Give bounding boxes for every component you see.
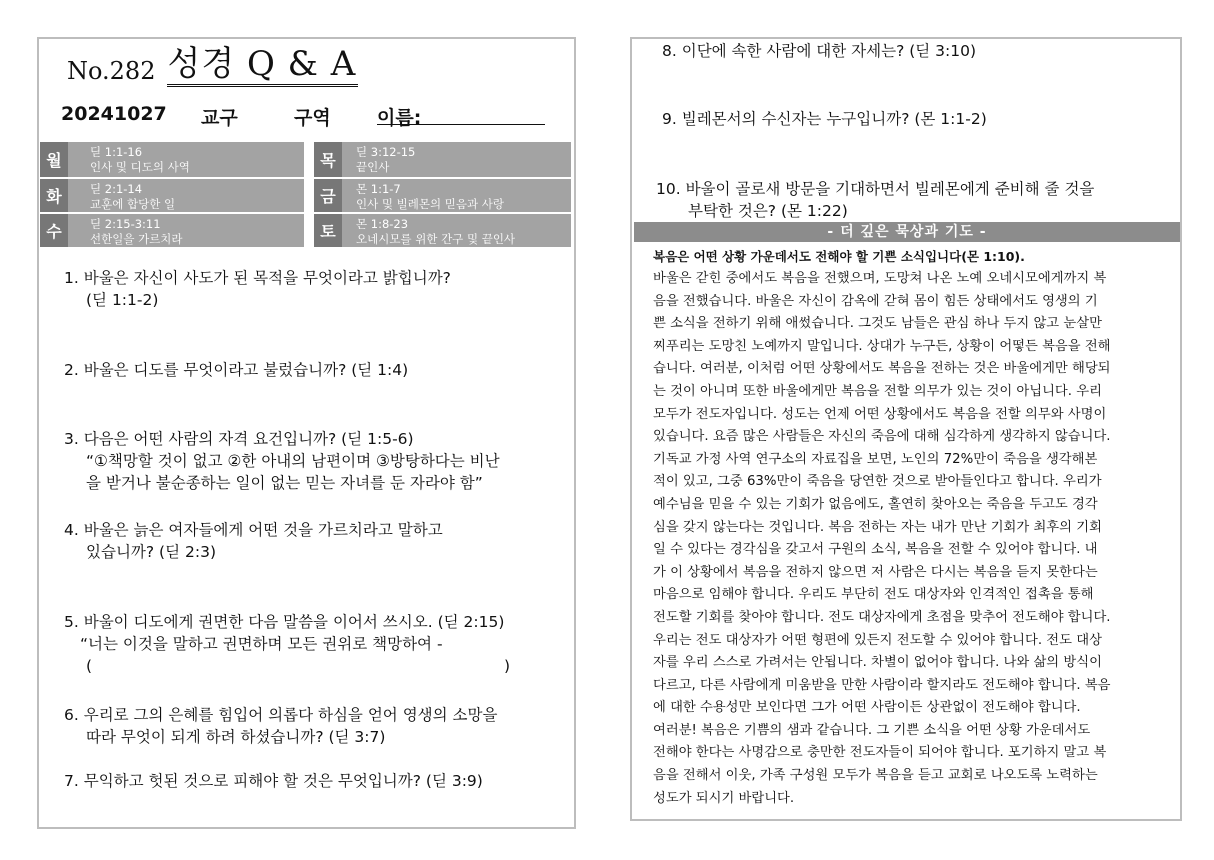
- day-reading: 몬 1:8-23 오네시모를 위한 간구 및 끝인사: [342, 214, 571, 247]
- question-9: 9. 빌레몬서의 수신자는 누구입니까? (몬 1:1-2): [662, 110, 987, 128]
- meditation-line: 습니다. 여러분, 이처럼 어떤 상황에서도 복음을 전하는 것은 바울에게만 해당되: [653, 361, 1111, 377]
- header-title-block: [67, 43, 358, 87]
- meditation-line: 전도할 기회를 찾아야 합니다. 전도 대상자에게 초점을 맞추어 전도해야 합니다.: [653, 609, 1111, 625]
- meditation-line: 기독교 가정 사역 연구소의 자료집을 보면, 노인의 72%만이 죽음을 생각해본: [653, 451, 1098, 467]
- day-reading: 몬 1:1-7 인사 및 빌레몬의 믿음과 사랑: [342, 179, 571, 212]
- answer-close-paren: ): [504, 657, 511, 675]
- meditation-line: 다르고, 다른 사람에게 미움받을 만한 사람이라 할지라도 전도해야 합니다. 복음: [653, 677, 1111, 693]
- day-label: 화: [40, 179, 68, 212]
- header-info-row: [61, 103, 561, 129]
- meditation-line: 바울은 갇힌 중에서도 복음을 전했으며, 도망쳐 나온 노예 오네시모에게까지 복: [653, 271, 1107, 286]
- day-label: 월: [40, 142, 68, 177]
- day-label: 토: [312, 214, 342, 247]
- meditation-line: 성도가 되시기 바랍니다.: [653, 790, 795, 806]
- meditation-line: 찌푸리는 도망친 노예까지 말입니다. 상대가 누구든, 상황이 어떻든 복음을 전해: [653, 338, 1111, 354]
- page-title: 성경 Q & A: [167, 44, 358, 87]
- day-reading: 딛 2:15-3:11 선한일을 가르치라: [68, 214, 304, 247]
- meditation-line: 모두가 전도자입니다. 성도는 언제 어떤 상황에서도 복음을 전할 의무와 사명이: [653, 406, 1107, 422]
- meditation-line: 음을 전했습니다. 바울은 자신이 감옥에 갇혀 몸이 힘든 상태에서도 영생의 기: [653, 293, 1098, 309]
- day-reading: 딛 3:12-15 끝인사: [342, 142, 571, 177]
- question-2: 2. 바울은 디도를 무엇이라고 불렀습니까? (딛 1:4): [64, 361, 409, 379]
- question-7: 7. 무익하고 헛된 것으로 피해야 할 것은 무엇입니까? (딛 3:9): [64, 772, 483, 790]
- question-3: 3. 다음은 어떤 사람의 자격 요건입니까? (딛 1:5-6) “①책망할 것이 없고 ②한 아내의 남편이며 ③방탕하다는 비난 을 받거나 불순종하는 일이 없는 믿는 자녀를 둔 자라야 함”: [64, 430, 500, 492]
- district-label: 교구: [201, 107, 238, 129]
- issue-number: No.282: [67, 57, 156, 85]
- worksheet-left-page: [37, 37, 576, 829]
- question-4: 4. 바울은 늙은 여자들에게 어떤 것을 가르치라고 말하고 있습니까? (딛 2:3): [64, 521, 443, 561]
- meditation-body: [653, 268, 1155, 810]
- meditation-line: 는 것이 아니며 또한 바울에게만 복음을 전할 의무가 있는 것이 아닙니다. 우리: [653, 383, 1102, 399]
- date-label: 20241027: [61, 103, 167, 125]
- worksheet-right-page: [630, 37, 1182, 821]
- meditation-line: 적이 있고, 그중 63%만이 죽음을 당연한 것으로 받아들인다고 합니다. 우리가: [653, 474, 1102, 490]
- meditation-line: 자를 우리 스스로 가려서는 안됩니다. 차별이 없어야 합니다. 나와 삶의 방식이: [653, 655, 1102, 671]
- meditation-line: 쁜 소식을 전하기 위해 애썼습니다. 그것도 남들은 관심 하나 두지 않고 눈살만: [653, 316, 1102, 332]
- meditation-line: 우리는 전도 대상자가 어떤 형편에 있든지 전도할 수 있어야 합니다. 전도 대상: [653, 632, 1102, 648]
- reading-schedule: [40, 142, 573, 247]
- day-label: 수: [40, 214, 68, 247]
- meditation-line: 있습니다. 요즘 많은 사람들은 자신의 죽음에 대해 심각하게 생각하지 않습니다.: [653, 429, 1111, 445]
- meditation-banner: - 더 깊은 묵상과 기도 -: [634, 222, 1180, 242]
- meditation-line: 가 이 상황에서 복음을 전하지 않으면 저 사람은 다시는 복음을 듣지 못한다는: [653, 564, 1098, 580]
- meditation-line: 일 수 있다는 경각심을 갖고서 구원의 소식, 복음을 전할 수 있어야 합니다. 내: [653, 542, 1098, 558]
- question-6: 6. 우리로 그의 은혜를 힘입어 의롭다 하심을 얻어 영생의 소망을 따라 무엇이 되게 하려 하셨습니까? (딛 3:7): [64, 706, 498, 746]
- meditation-line: 여러분! 복음은 기쁨의 샘과 같습니다. 그 기쁜 소식을 어떤 상황 가운데서도: [653, 722, 1091, 738]
- schedule-row: [40, 177, 573, 212]
- day-reading: 딛 1:1-16 인사 및 디도의 사역: [68, 142, 304, 177]
- day-reading: 딛 2:1-14 교훈에 합당한 일: [68, 179, 304, 212]
- day-label: 목: [312, 142, 342, 177]
- schedule-row: [40, 142, 573, 177]
- schedule-row: [40, 212, 573, 247]
- meditation-line: 에 대한 수용성만 보인다면 그가 어떤 사람이든 상관없이 전도해야 합니다.: [653, 700, 1081, 716]
- question-5: 5. 바울이 디도에게 권면한 다음 말씀을 이어서 쓰시오. (딛 2:15) “너는 이것을 말하고 권면하며 모든 권위로 책망하여 - ( ): [64, 613, 511, 675]
- answer-open-paren: (: [86, 657, 93, 675]
- question-8: 8. 이단에 속한 사람에 대한 자세는? (딛 3:10): [662, 42, 977, 60]
- question-10: 10. 바울이 골로새 방문을 기대하면서 빌레몬에게 준비해 줄 것을 부탁한 것은? (몬 1:22): [656, 180, 1095, 220]
- question-1: 1. 바울은 자신이 사도가 된 목적을 무엇이라고 밝힙니까? (딛 1:1-2): [64, 269, 451, 309]
- day-label: 금: [312, 179, 342, 212]
- meditation-line: 전해야 한다는 사명감으로 충만한 전도자들이 되어야 합니다. 포기하지 말고 복: [653, 745, 1107, 761]
- meditation-line: 예수님을 믿을 수 있는 기회가 없음에도, 홀연히 찾아오는 죽음을 두고도 경각: [653, 496, 1098, 512]
- meditation-line: 마음으로 임해야 합니다. 우리도 부단히 전도 대상자와 인격적인 접촉을 통해: [653, 587, 1094, 603]
- zone-label: 구역: [294, 107, 331, 129]
- meditation-line: 음을 전해서 이웃, 가족 구성원 모두가 복음을 듣고 교회로 나오도록 노력하는: [653, 768, 1098, 784]
- meditation-title: 복음은 어떤 상황 가운데서도 전해야 할 기쁜 소식입니다(몬 1:10).: [653, 249, 1025, 264]
- name-label: 이름:: [377, 107, 422, 129]
- meditation-line: 심을 갖지 않는다는 것입니다. 복음 전하는 자는 내가 만난 기회가 최후의 기회: [653, 519, 1102, 535]
